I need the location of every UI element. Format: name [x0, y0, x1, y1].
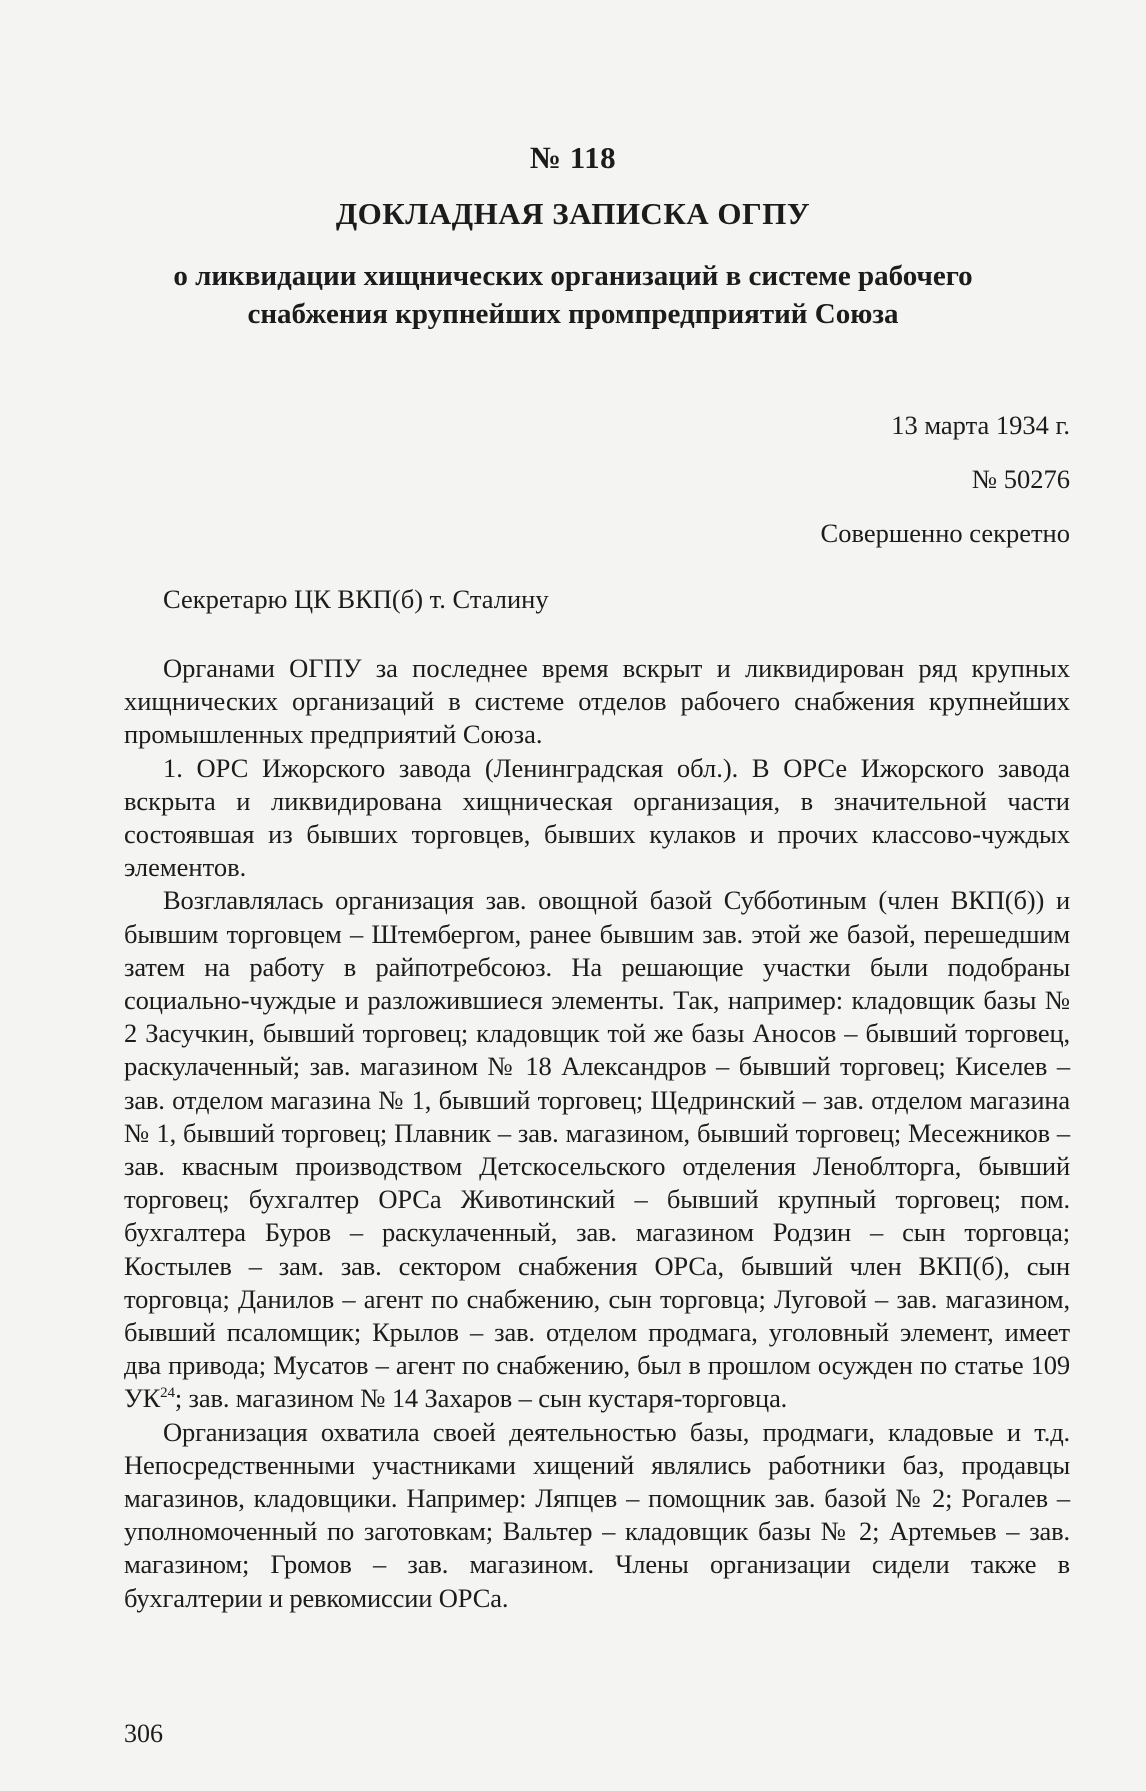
- document-date: 13 марта 1934 г.: [891, 410, 1070, 440]
- addressee: Секретарю ЦК ВКП(б) т. Сталину: [163, 584, 549, 614]
- body-text: [124, 652, 1070, 1615]
- document-subtitle: о ликвидации хищнических организаций в системе рабочего снабжения крупнейших промпредприятий Союза: [173, 260, 973, 330]
- page-number: 306: [124, 1719, 163, 1748]
- paragraph-3: [124, 884, 1070, 1415]
- paragraph-1: Органами ОГПУ за последнее время вскрыт и ликвидирован ряд крупных хищнических организаций в системе отделов рабочего снабжения крупнейших промышленных предприятий Союза.: [124, 653, 1070, 750]
- registration-number: № 50276: [971, 464, 1070, 494]
- paragraph-3-main: Возглавлялась организация зав. овощной базой Субботиным (член ВКП(б)) и бывшим торговцем – Штембергом, ранее бывшим зав. этой же базой, перешедшим затем на работу в райпотребсоюз. На решающие участки были подобраны социально-чуждые и разложившиеся элементы. Так, например: кладовщик базы № 2 Засучкин, бывший торговец; кладовщик той же базы Аносов – бывший торговец, раскулаченный; зав. магазином № 18 Александров – бывший торговец; Киселев – зав. отделом магазина № 1, бывший торговец; Щедринский – зав. отделом магазина № 1, бывший торговец; Плавник – зав. магазином, бывший торговец; Месежников – зав. квасным производством Детскосельского отделения Леноблторга, бывший торговец; бухгалтер ОРСа Животинский – бывший крупный торговец; пом. бухгалтера Буров – раскулаченный, зав. магазином Родзин – сын торговца; Костылев – зам. зав. сектором снабжения ОРСа, бывший член ВКП(б), сын торговца; Данилов – агент по снабжению, сын торговца; Луговой – зав. магазином, бывший псаломщик; Крылов – зав. отделом продмага, уголовный элемент, имеет два привода; Мусатов – агент по снабжению, был в прошлом осужден по статье 109 УК: [124, 885, 1070, 1414]
- footnote-reference: 24: [160, 1385, 175, 1402]
- paragraph-2: 1. ОРС Ижорского завода (Ленинградская обл.). В ОРСе Ижорского завода вскрыта и ликвидирована хищническая организация, в значительной части состоявшая из бывших торговцев, бывших кулаков и прочих классово-чуждых элементов.: [124, 752, 1070, 883]
- document-number: № 118: [529, 140, 617, 175]
- classification-label: Совершенно секретно: [820, 518, 1070, 548]
- paragraph-3-tail: ; зав. магазином № 14 Захаров – сын кустаря-торговца.: [174, 1383, 788, 1414]
- paragraph-4: Организация охватила своей деятельностью базы, продмаги, кладовые и т.д. Непосредственными участниками хищений являлись работники баз, продавцы магазинов, кладовщики. Например: Ляпцев – помощник зав. базой № 2; Рогалев – уполномоченный по заготовкам; Вальтер – кладовщик базы № 2; Артемьев – зав. магазином; Громов – зав. магазином. Члены организации сидели также в бухгалтерии и ревкомиссии ОРСа.: [124, 1416, 1070, 1613]
- document-title: ДОКЛАДНАЯ ЗАПИСКА ОГПУ: [335, 196, 811, 231]
